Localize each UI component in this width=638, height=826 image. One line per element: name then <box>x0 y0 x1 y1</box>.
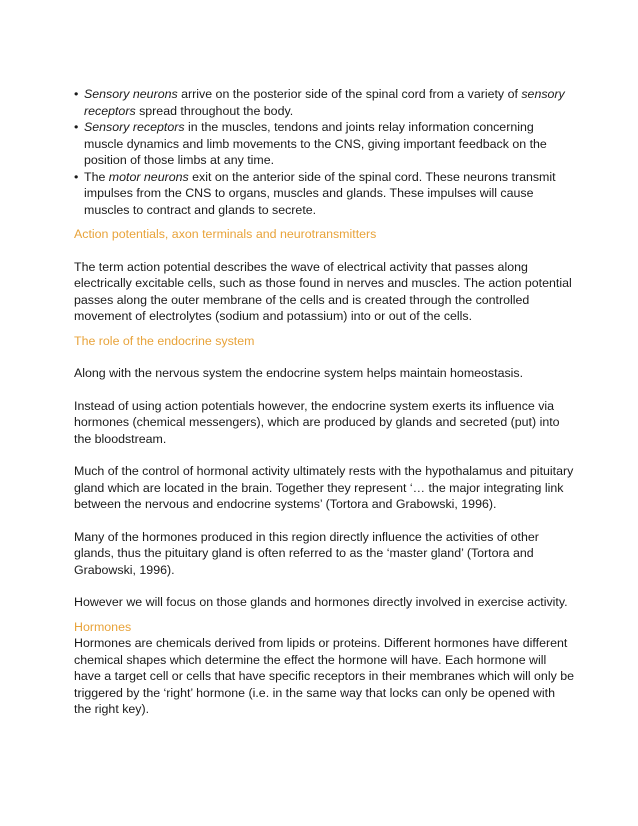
bullet-item-sensory-receptors: • Sensory receptors in the muscles, tendons and joints relay information concerning muscle dynamics and limb movements to the CNS, giving important feedback on the position of those limbs at any time. <box>74 120 547 167</box>
paragraph-action-potential: The term action potential describes the wave of electrical activity that passes along electrically excitable cells, such as those found in nerves and muscles. The action potential passes along the outer membrane of the cells and is created through the controlled movement of electrolytes (sodium and potassium) into or out of the cells. <box>74 259 572 323</box>
term-sensory-neurons: Sensory neurons <box>84 87 178 101</box>
bullet-item-sensory-neurons: • Sensory neurons arrive on the posterior side of the spinal cord from a variety of sensory receptors spread throughout the body. <box>74 87 565 118</box>
heading-action-potentials: Action potentials, axon terminals and neurotransmitters <box>74 227 377 241</box>
term-sensory-receptors: Sensory receptors <box>84 120 185 134</box>
paragraph-hormones: Hormones are chemicals derived from lipids or proteins. Different hormones have different chemical shapes which determine the effect the hormone will have. Each hormone will have a target cell or cells that have specific receptors in their membranes which will only be triggered by the ‘right’ hormone (i.e. in the same way that locks can only be opened with the right key). <box>74 636 574 716</box>
paragraph-endocrine-4: Many of the hormones produced in this region directly influence the activities of other glands, thus the pituitary gland is often referred to as the ‘master gland’ (Tortora and Grabowski, 1996). <box>74 529 539 577</box>
paragraph-endocrine-3: Much of the control of hormonal activity ultimately rests with the hypothalamus and pituitary gland which are located in the brain. Together they represent ‘… the major integrating link between the nervous and endocrine systems’ (Tortora and Grabowski, 1996). <box>74 464 574 511</box>
bullet-marker: • <box>74 87 79 101</box>
bullet-marker: • <box>74 120 79 134</box>
bullet-list <box>74 86 574 218</box>
paragraph-endocrine-5: However we will focus on those glands and hormones directly involved in exercise activity. <box>74 595 568 609</box>
bullet-marker: • <box>74 169 79 184</box>
heading-endocrine-system: The role of the endocrine system <box>74 333 255 348</box>
term-motor-neurons: motor neurons <box>108 169 189 184</box>
paragraph-endocrine-2: Instead of using action potentials however, the endocrine system exerts its influence via hormones (chemical messengers), which are produced by glands and secreted (put) into the bloodstream. <box>74 398 560 446</box>
term-sensory-receptors: sensory receptors <box>84 87 565 118</box>
document-page <box>74 86 574 718</box>
paragraph-endocrine-1: Along with the nervous system the endocrine system helps maintain homeostasis. <box>74 366 524 380</box>
heading-hormones: Hormones <box>74 619 132 634</box>
bullet-item-motor-neurons: • The motor neurons exit on the anterior side of the spinal cord. These neurons transmit impulses from the CNS to organs, muscles and glands. These impulses will cause muscles to contract and glands to secrete. <box>74 169 556 217</box>
